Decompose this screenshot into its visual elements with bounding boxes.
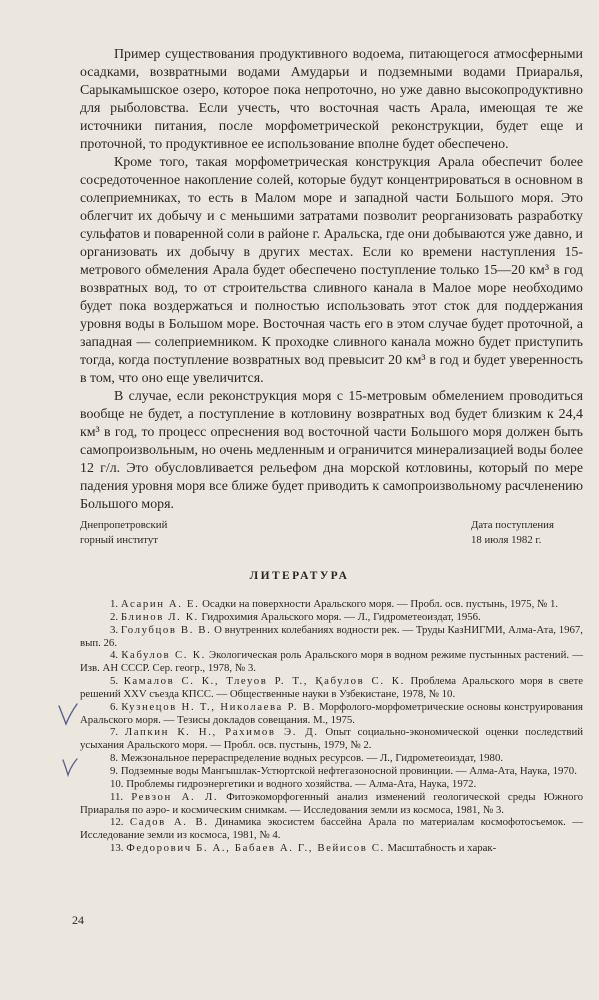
reference-details: Масштабность и харак- (384, 842, 497, 855)
paragraph: Пример существования продуктивного водоема, питающегося атмосферными осадками, возвратными водами Амударьи и подземными водами Приаралья, Сарыкамышское озеро, которое пока непроточно, но уже давно высокопродуктивно для рыболовства. Если учесть, что восточная часть Арала, имеющая те же источники питания, после морфометрической реконструкции, будет еще и проточной, то продуктивное ее использование вполне будет обеспечено. (80, 47, 583, 152)
reference-details: Подземные воды Мангышлак-Устюртской нефтегазоносной провинции. — Алма-Ата, Наука, 1970. (120, 764, 577, 777)
page-number: 24 (72, 913, 84, 927)
reference-author: Кабулов С. К. (121, 649, 206, 662)
reference-number: 7. (110, 726, 119, 739)
reference-details: Осадки на поверхности Аральского моря. — Пробл. осв. пустынь, 1975, № 1. (199, 598, 559, 610)
reference-entry (80, 675, 583, 701)
reference-entry (80, 778, 583, 791)
reference-details: О внутренних колебаниях водности рек. — Труды КазНИГМИ, Алма-Ата, 1967, вып. 26. (80, 623, 584, 649)
institution-line: горный институт (80, 534, 159, 546)
reference-number: 3. (110, 623, 119, 636)
reference-details: Опыт социально-экономической оценки последствий усыхания Аральского моря. — Пробл. осв. пустынь, 1979, № 2. (80, 726, 584, 752)
received-date-block (471, 518, 554, 548)
reference-entry (80, 701, 583, 727)
reference-author: Кузнецов Н. Т., Николаева Р. В. (121, 700, 316, 713)
reference-entry (80, 598, 583, 611)
reference-details: Экологическая роль Аральского моря в водном режиме пустынных растений. — Изв. АН СССР. Сер. геогр., 1978, № 3. (80, 649, 584, 675)
reference-author: Лапкин К. Н., Рахимов Э. Д. (124, 726, 319, 739)
literature-heading: ЛИТЕРАТУРА (249, 570, 350, 582)
pencil-check-mark-icon (56, 702, 80, 728)
reference-author: Федорович Б. А., Бабаев А. Г., Вейисов С. (126, 842, 385, 855)
reference-author: Блинов Л. К. (120, 610, 199, 623)
reference-details: Межзональное перераспределение водных ресурсов. — Л., Гидрометеоиздат, 1980. (120, 752, 504, 765)
paragraph: Кроме того, такая морфометрическая конструкция Арала обеспечит более сосредоточенное накопление солей, которые будут концентрироваться в основном в солеприемниках, то есть в Малом море и западной части Большого моря. Это облегчит их добычу и с меньшими затратами позволит реорганизовать разработку сульфатов и поваренной соли в районе г. Аральска, где они добываются уже давно, и организовать их добычу в других местах. Если ко времени наступления 15-метрового обмеления Арала будет обеспечено поступление только 15—20 км³ в год возвратных вод, то от строительства сливного канала в Малое море необходимо будет пока воздержаться и полностью использовать этот сток для поддержания уровня воды в Большом море. Восточная часть его в этом случае будет проточной, а западная — солеприемником. К проходке сливного канала можно будет приступить тогда, когда поступление возвратных вод превысит 20 км³ в год и будет уверенность в том, что оно еще увеличится. (80, 155, 583, 386)
body-text (80, 46, 583, 514)
pencil-check-mark-icon (60, 756, 80, 778)
reference-author: Ревзон А. Л. (131, 790, 219, 803)
reference-number: 12. (110, 816, 124, 829)
institution-line: Днепропетровский (80, 519, 168, 531)
reference-number: 9. (110, 764, 119, 777)
reference-author: Асарин А. Е. (120, 598, 200, 610)
reference-details: Проблемы гидроэнергетики и водного хозяйства. — Алма-Ата, Наука, 1972. (126, 777, 477, 790)
reference-details: Динамика экосистем бассейна Арала по материалам космофотосъемок. — Исследование земли из космоса, 1981, № 4. (80, 816, 583, 842)
reference-author: Камалов С. К., Тлеуов Р. Т., Қабулов С. К. (123, 675, 405, 688)
reference-number: 5. (110, 675, 119, 688)
reference-author: Садов А. В. (129, 816, 209, 829)
reference-number: 10. (110, 777, 124, 790)
reference-number: 1. (110, 598, 119, 610)
reference-entry (80, 842, 583, 855)
reference-entry (80, 816, 583, 842)
reference-number: 8. (110, 752, 119, 765)
institution-block (80, 518, 167, 548)
reference-entry (80, 791, 583, 817)
reference-number: 13. (110, 842, 124, 855)
reference-details: Фитоэкоморфогенный анализ изменений геологической среды Южного Приаралья по аэро- и космическим снимкам. — Исследования земли из космоса, 1981, № 3. (80, 790, 583, 816)
reference-number: 6. (110, 700, 119, 713)
reference-entry (80, 752, 583, 765)
reference-entry (80, 649, 583, 675)
reference-list (80, 598, 583, 855)
reference-entry (80, 765, 583, 778)
reference-author: Голубцов В. В. (120, 623, 212, 636)
reference-entry (80, 611, 583, 624)
reference-entry (80, 624, 583, 650)
reference-details: Проблема Аральского моря в свете решений XXV съезда КПСС. — Общественные науки в Узбекистане, 1978, № 10. (80, 675, 583, 700)
received-date-label: Дата поступления (471, 519, 554, 531)
reference-details: Гидрохимия Аральского моря. — Л., Гидрометеоиздат, 1956. (198, 610, 481, 623)
reference-number: 4. (110, 649, 119, 662)
reference-details: Морфолого-морфометрические основы конструирования Аральского моря. — Тезисы докладов совещания. М., 1975. (80, 700, 584, 726)
reference-number: 11. (110, 790, 124, 803)
paragraph: В случае, если реконструкция моря с 15-метровым обмелением проводиться вообще не будет, а поступление в котловину возвратных вод будет близким к 24,4 км³ в год, то процесс опреснения вод восточной части Большого моря должен быть самопроизвольным, но очень медленным и ограничится минерализацией воды более 12 г/л. Это обусловливается рельефом дна морской котловины, который по мере падения уровня моря все ближе будет приводить к самопроизвольному расчленению Большого моря. (80, 389, 583, 512)
received-date-value: 18 июля 1982 г. (471, 534, 542, 546)
reference-number: 2. (110, 610, 119, 623)
reference-entry (80, 726, 583, 752)
